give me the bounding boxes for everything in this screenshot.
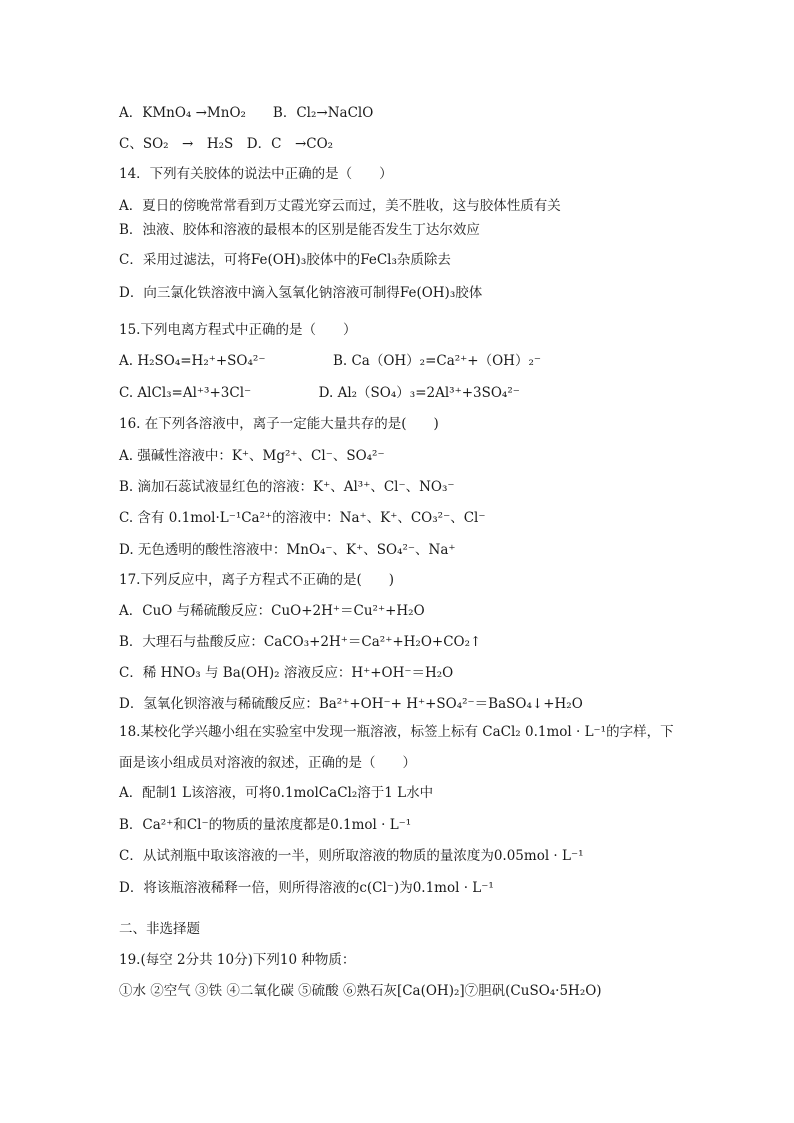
question-16-stem: 16. 在下列各溶液中，离子一定能大量共存的是( ) <box>119 416 439 432</box>
line-2: C、SO₂ → H₂S D．C →CO₂ <box>119 136 334 152</box>
question-19-substances: ①水 ②空气 ③铁 ④二氧化碳 ⑤硫酸 ⑥熟石灰[Ca(OH)₂]⑦胆矾(CuSO₄·5H₂O) <box>119 983 602 999</box>
question-19-stem: 19.(每空 2分共 10分)下列10 种物质： <box>119 952 356 968</box>
question-16-option-b: B. 滴加石蕊试液显红色的溶液：K⁺、Al³⁺、Cl⁻、NO₃⁻ <box>119 479 455 495</box>
question-18-stem-line-2: 面是该小组成员对溶液的叙述，正确的是（ ） <box>119 755 416 771</box>
question-14-option-b: B．浊液、胶体和溶液的最根本的区别是能否发生丁达尔效应 <box>119 222 480 238</box>
question-18-option-d: D．将该瓶溶液稀释一倍，则所得溶液的c(Cl⁻)为0.1mol · L⁻¹ <box>119 880 494 896</box>
question-16-option-d: D. 无色透明的酸性溶液中：MnO₄⁻、K⁺、SO₄²⁻、Na⁺ <box>119 542 456 558</box>
question-14-option-a: A．夏日的傍晚常常看到万丈霞光穿云而过，美不胜收，这与胶体性质有关 <box>119 198 561 214</box>
question-15-options-cd: C. AlCl₃=Al⁺³+3Cl⁻ D. Al₂（SO₄）₃=2Al³⁺+3SO₄²⁻ <box>119 385 520 401</box>
question-14-option-d: D．向三氯化铁溶液中滴入氢氧化钠溶液可制得Fe(OH)₃胶体 <box>119 285 483 301</box>
question-17-option-b: B．大理石与盐酸反应：CaCO₃+2H⁺＝Ca²⁺+H₂O+CO₂↑ <box>119 634 482 650</box>
question-16-option-a: A. 强碱性溶液中：K⁺、Mg²⁺、Cl⁻、SO₄²⁻ <box>119 448 385 464</box>
question-18-option-a: A．配制1 L该溶液，可将0.1molCaCl₂溶于1 L水中 <box>119 785 434 801</box>
question-16-option-c: C. 含有 0.1mol·L⁻¹Ca²⁺的溶液中：Na⁺、K⁺、CO₃²⁻、Cl⁻ <box>119 510 486 526</box>
question-17-option-c: C．稀 HNO₃ 与 Ba(OH)₂ 溶液反应：H⁺+OH⁻＝H₂O <box>119 665 454 681</box>
section-heading-non-choice: 二、非选择题 <box>119 921 200 937</box>
question-14-option-c: C．采用过滤法，可将Fe(OH)₃胶体中的FeCl₃杂质除去 <box>119 252 451 268</box>
question-17-stem: 17.下列反应中，离子方程式不正确的是( ) <box>119 572 395 588</box>
question-15-stem: 15.下列电离方程式中正确的是（ ） <box>119 322 357 338</box>
question-18-option-c: C．从试剂瓶中取该溶液的一半，则所取溶液的物质的量浓度为0.05mol · L⁻¹ <box>119 848 584 864</box>
line-1: A．KMnO₄ →MnO₂ B．Cl₂→NaClO <box>119 105 374 121</box>
question-17-option-a: A．CuO 与稀硫酸反应：CuO+2H⁺＝Cu²⁺+H₂O <box>119 603 425 619</box>
question-18-option-b: B．Ca²⁺和Cl⁻的物质的量浓度都是0.1mol · L⁻¹ <box>119 817 412 833</box>
question-17-option-d: D．氢氧化钡溶液与稀硫酸反应：Ba²⁺+OH⁻+ H⁺+SO₄²⁻＝BaSO₄↓+H₂O <box>119 696 583 712</box>
question-15-options-ab: A. H₂SO₄=H₂⁺+SO₄²⁻ B. Ca（OH）₂=Ca²⁺+（OH）₂⁻ <box>119 353 541 369</box>
question-18-stem-line-1: 18.某校化学兴趣小组在实验室中发现一瓶溶液，标签上标有 CaCl₂ 0.1mol · L⁻¹的字样，下 <box>119 724 674 740</box>
question-14-stem: 14．下列有关胶体的说法中正确的是（ ） <box>119 166 393 182</box>
